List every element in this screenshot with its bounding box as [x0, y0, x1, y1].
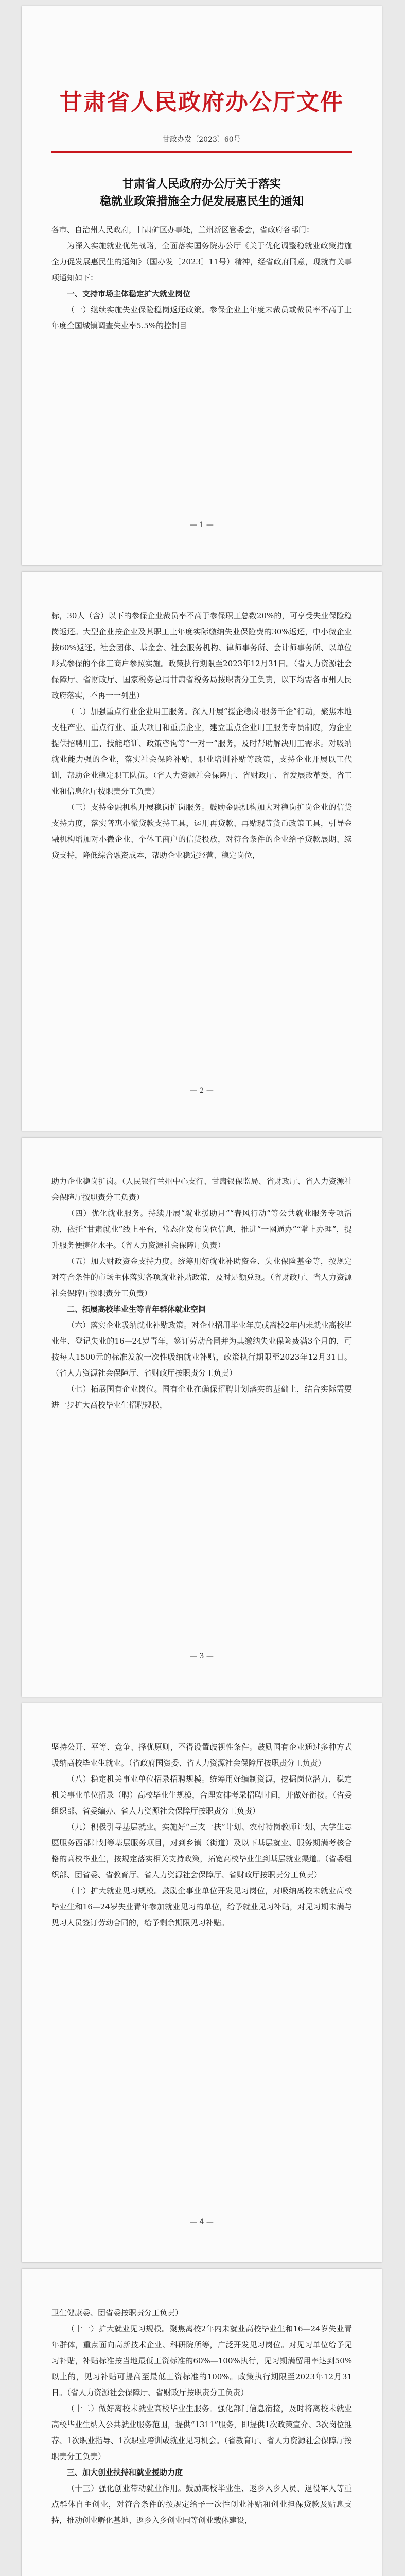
document-page-5 [22, 2269, 382, 2576]
notice-title-line-2: 稳就业政策措施全力促发展惠民生的通知 [99, 195, 304, 208]
document-header-title: 甘肃省人民政府办公厅文件 [60, 89, 344, 115]
paragraph: 坚持公开、平等、竞争、择优原则，不得设置歧视性条件。鼓励国有企业通过多种方式吸纳高校毕业生就业。（省政府国资委、省人力资源社会保障厅按职责分工负责） [51, 1742, 352, 1768]
page-number: — 4 — [190, 2218, 214, 2226]
page-number: — 2 — [190, 1087, 214, 1095]
section-heading-3: 三、加大创业扶持和就业援助力度 [67, 2468, 183, 2477]
paragraph: （七）拓展国有企业岗位。国有企业在确保招聘计划落实的基础上，结合实际需要进一步扩大高校毕业生招聘规模， [51, 1384, 352, 1410]
paragraph: （十一）扩大就业见习规模。聚焦离校2年内未就业高校毕业生和16—24岁失业青年群体，重点面向高新技术企业、科研院所等，广泛开发见习岗位。对见习单位给予见习补贴，补贴标准按当地最低工资标准的60%—100%执行，见习期满留用率达到50%以上的，见习补贴可提高至最低工资标准的100%。政策执行期限至2023年12月31日。（省人力资源社会保障厅、省财政厅按职责分工负责） [51, 2324, 352, 2397]
document-page-2 [22, 572, 382, 1131]
document-number: 甘政办发〔2023〕60号 [163, 135, 241, 144]
paragraph: （八）稳定机关事业单位招录招聘规模。统筹用好编制资源，挖掘岗位潜力，稳定机关事业单位招录（聘）高校毕业生规模，合理安排考录招聘时间，并做好衔接。（省委组织部、省委编办、省人力资源社会保障厅按职责分工负责） [51, 1774, 352, 1816]
paragraph: 卫生健康委、团省委按职责分工负责） [51, 2308, 183, 2317]
addressee: 各市、自治州人民政府，甘肃矿区办事处，兰州新区管委会，省政府各部门： [51, 225, 314, 234]
paragraph: （十三）强化创业带动就业作用。鼓励高校毕业生、返乡入乡人员、退役军人等重点群体自主创业，对符合条件的按规定给予一次性创业补贴和创业担保贷款及贴息支持，推动创业孵化基地、返乡入乡创业园等创业载体建设， [51, 2484, 352, 2525]
notice-title-line-1: 甘肃省人民政府办公厅关于落实 [122, 178, 281, 191]
intro-paragraph: 为深入实施就业优先战略，全面落实国务院办公厅《关于优化调整稳就业政策措施全力促发展惠民生的通知》（国办发〔2023〕11号）精神，经省政府同意，现就有关事项通知如下： [51, 241, 352, 282]
red-divider-line [51, 151, 352, 153]
paragraph: （十二）做好离校未就业高校毕业生服务。强化部门信息衔接，及时将离校未就业高校毕业生纳入公共就业服务范围，提供“1311”服务，即提供1次政策宣介、3次岗位推荐、1次职业指导、1次职业培训或就业见习机会。（省教育厅、省人力资源社会保障厅按职责分工负责） [51, 2404, 352, 2461]
section-heading-2: 二、拓展高校毕业生等青年群体就业空间 [67, 1304, 206, 1314]
paragraph: （二）加强重点行业企业用工服务。深入开展“援企稳岗·服务千企”行动，聚焦本地支柱产业、重点行业、重大项目和重点企业，建立重点企业用工服务专员制度，为企业提供招聘用工、技能培训、政策咨询等“一对一”服务，及时帮助解决用工需求。对吸纳就业能力强的企业，落实社会保险补贴、职业培训补贴等政策，支持企业开展以工代训，帮助企业稳定职工队伍。（省人力资源社会保障厅、省财政厅、省发展改革委、省工业和信息化厅按职责分工负责） [51, 707, 352, 796]
notice-title [51, 176, 352, 211]
paragraph: 标，30人（含）以下的参保企业裁员率不高于参保职工总数20%的，可享受失业保险稳岗返还。大型企业按企业及其职工上年度实际缴纳失业保险费的30%返还，中小微企业按60%返还。社会团体、基金会、社会服务机构、律师事务所、会计师事务所、以单位形式参保的个体工商户参照实施。政策执行期限至2023年12月31日。（省人力资源社会保障厅、省财政厅、国家税务总局甘肃省税务局按职责分工负责，以下均需各市州人民政府落实，不再一一列出） [51, 611, 352, 700]
document-page-3 [22, 1138, 382, 1697]
paragraph: （六）落实企业吸纳就业补贴政策。对企业招用毕业年度或离校2年内未就业高校毕业生、登记失业的16—24岁青年，签订劳动合同并为其缴纳失业保险费满3个月的，可按每人1500元的标准发放一次性吸纳就业补贴，政策执行期限至2023年12月31日。（省人力资源社会保障厅、省财政厅按职责分工负责） [51, 1320, 352, 1378]
paragraph: （五）加大财政资金支持力度。统筹用好就业补助资金、失业保险基金等，按规定对符合条件的市场主体落实各项就业补贴政策，及时足额兑现。（省财政厅、省人力资源社会保障厅按职责分工负责） [51, 1257, 352, 1298]
paragraph: （四）优化就业服务。持续开展“就业援助月”“春风行动”等公共就业服务专项活动，依托“甘肃就业”线上平台，常态化发布岗位信息，推进“一网通办”“掌上办理”，提升服务便捷化水平。（省人力资源社会保障厅负责） [51, 1209, 352, 1250]
page-number: — 3 — [190, 1652, 214, 1660]
paragraph: （三）支持金融机构开展稳岗扩岗服务。鼓励金融机构加大对稳岗扩岗企业的信贷支持力度，落实普惠小微贷款支持工具，运用再贷款、再贴现等货币政策工具，引导金融机构增加对小微企业、个体工商户的信贷投放，对符合条件的企业给予贷款展期、续贷支持，降低综合融资成本，帮助企业稳定经营、稳定岗位， [51, 803, 352, 860]
document-page-1 [22, 6, 382, 565]
page-number: — 1 — [190, 521, 214, 529]
paragraph: （九）积极引导基层就业。实施好“三支一扶”计划、农村特岗教师计划、大学生志愿服务西部计划等基层服务项目，对到乡镇（街道）及以下基层就业、服务期满考核合格的高校毕业生，按规定落实相关支持政策，拓宽高校毕业生到基层就业渠道。（省委组织部、团省委、省教育厅、省人力资源社会保障厅、省财政厅按职责分工负责） [51, 1822, 352, 1879]
paragraph: 助力企业稳岗扩岗。（人民银行兰州中心支行、甘肃银保监局、省财政厅、省人力资源社会保障厅按职责分工负责） [51, 1177, 352, 1202]
paragraph: （一）继续实施失业保险稳岗返还政策。参保企业上年度未裁员或裁员率不高于上年度全国城镇调查失业率5.5%的控制目 [51, 305, 352, 330]
section-heading-1: 一、支持市场主体稳定扩大就业岗位 [67, 289, 191, 298]
document-page-4 [22, 1703, 382, 2262]
paragraph: （十）扩大就业见习规模。鼓励企事业单位开发见习岗位，对吸纳离校未就业高校毕业生和16—24岁失业青年参加就业见习的单位，给予就业见习补贴，对见习期未满与见习人员签订劳动合同的，给予剩余期限见习补贴。 [51, 1886, 352, 1927]
